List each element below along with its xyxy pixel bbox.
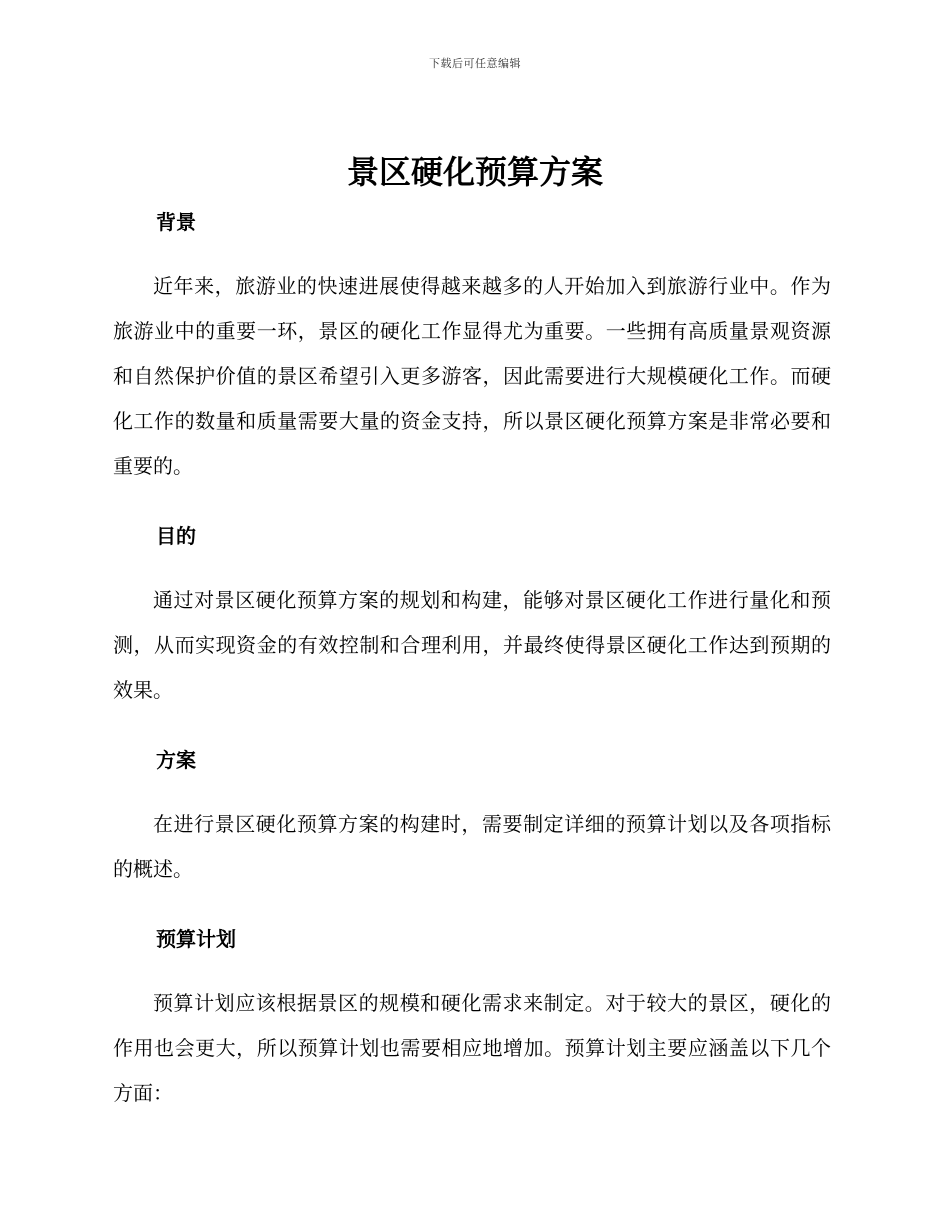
document-body (113, 205, 831, 1116)
section-paragraph: 通过对景区硬化预算方案的规划和构建，能够对景区硬化工作进行量化和预测，从而实现资金的有效控制和合理利用，并最终使得景区硬化工作达到预期的效果。 (113, 588, 831, 702)
document-title: 景区硬化预算方案 (346, 153, 603, 191)
section-heading: 预算计划 (156, 927, 236, 951)
section-purpose (113, 519, 831, 743)
section-paragraph: 在进行景区硬化预算方案的构建时，需要制定详细的预算计划以及各项指标的概述。 (113, 812, 831, 881)
section-paragraph: 预算计划应该根据景区的规模和硬化需求来制定。对于较大的景区，硬化的作用也会更大，所以预算计划也需要相应地增加。预算计划主要应涵盖以下几个方面： (113, 991, 831, 1105)
section-budget-plan (113, 922, 831, 1116)
section-heading: 目的 (156, 524, 196, 548)
section-heading: 方案 (156, 748, 196, 772)
section-heading: 背景 (156, 210, 196, 234)
section-paragraph: 近年来，旅游业的快速进展使得越来越多的人开始加入到旅游行业中。作为旅游业中的重要一环，景区的硬化工作显得尤为重要。一些拥有高质量景观资源和自然保护价值的景区希望引入更多游客，因此需要进行大规模硬化工作。而硬化工作的数量和质量需要大量的资金支持，所以景区硬化预算方案是非常必要和重要的。 (113, 274, 831, 478)
section-background (113, 205, 831, 519)
section-plan (113, 743, 831, 922)
page-header-note: 下载后可任意编辑 (429, 57, 521, 70)
